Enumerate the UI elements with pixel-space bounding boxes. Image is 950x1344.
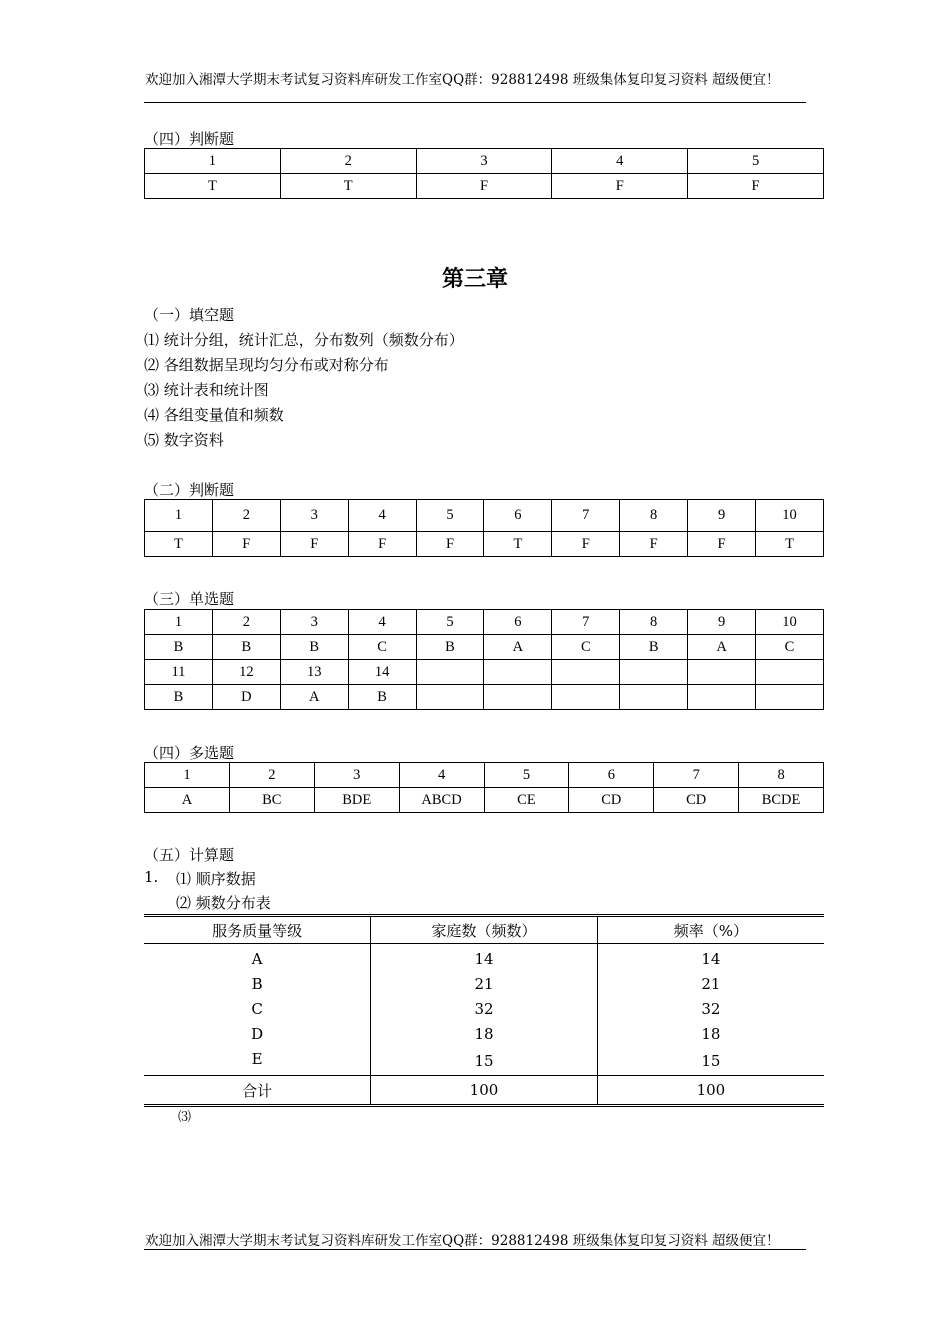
prev-section-title: （四）判断题 bbox=[144, 130, 235, 148]
table-row bbox=[144, 1046, 824, 1076]
prev-answers-table bbox=[144, 148, 824, 199]
table-row bbox=[145, 763, 824, 788]
table-cell: BDE bbox=[314, 788, 399, 813]
table-cell: A bbox=[688, 635, 756, 660]
table-cell: 18 bbox=[371, 1021, 598, 1046]
table-cell: F bbox=[348, 532, 416, 557]
table-cell: A bbox=[145, 788, 230, 813]
fill-blank-item: ⑴ 统计分组，统计汇总，分布数列（频数分布） bbox=[144, 331, 464, 349]
table-cell: 2 bbox=[229, 763, 314, 788]
true-false-title: （二）判断题 bbox=[144, 481, 235, 499]
header-rule bbox=[144, 102, 806, 103]
table-cell: 8 bbox=[739, 763, 824, 788]
table-cell: 14 bbox=[348, 660, 416, 685]
table-cell bbox=[756, 660, 824, 685]
fill-blank-title: （一）填空题 bbox=[144, 306, 235, 324]
table-row bbox=[145, 788, 824, 813]
table-cell: T bbox=[145, 532, 213, 557]
table-cell: A bbox=[484, 635, 552, 660]
frequency-table bbox=[144, 914, 824, 1107]
question-part: ⑶ bbox=[178, 1110, 192, 1125]
table-cell: B bbox=[212, 635, 280, 660]
table-cell: 1 bbox=[145, 500, 213, 532]
table-cell: 15 bbox=[371, 1046, 598, 1076]
table-cell: 合计 bbox=[144, 1076, 371, 1106]
table-cell: 32 bbox=[371, 996, 598, 1021]
table-cell: 21 bbox=[597, 971, 824, 996]
table-cell bbox=[552, 685, 620, 710]
multi-choice-table bbox=[144, 762, 824, 813]
table-cell: 14 bbox=[371, 944, 598, 972]
table-cell: CD bbox=[654, 788, 739, 813]
table-cell: 32 bbox=[597, 996, 824, 1021]
table-cell: F bbox=[280, 532, 348, 557]
table-cell: 8 bbox=[620, 610, 688, 635]
table-cell: 10 bbox=[756, 610, 824, 635]
table-cell: T bbox=[484, 532, 552, 557]
table-row bbox=[145, 610, 824, 635]
fill-blank-item: ⑷ 各组变量值和频数 bbox=[144, 406, 284, 424]
chapter-title: 第三章 bbox=[441, 266, 508, 292]
calculation-title: （五）计算题 bbox=[144, 846, 235, 864]
table-cell bbox=[756, 685, 824, 710]
table-cell: 1 bbox=[145, 149, 281, 174]
table-cell: F bbox=[688, 174, 824, 199]
table-cell bbox=[552, 660, 620, 685]
table-row bbox=[145, 149, 824, 174]
table-cell: 100 bbox=[371, 1076, 598, 1106]
table-cell: F bbox=[552, 532, 620, 557]
table-cell: 1 bbox=[145, 763, 230, 788]
table-cell bbox=[416, 660, 484, 685]
table-header-cell: 家庭数（频数） bbox=[371, 916, 598, 944]
table-cell: CD bbox=[569, 788, 654, 813]
question-part: ⑵ 频数分布表 bbox=[176, 894, 271, 912]
table-cell: BC bbox=[229, 788, 314, 813]
table-cell bbox=[620, 660, 688, 685]
table-row bbox=[145, 635, 824, 660]
table-cell: T bbox=[280, 174, 416, 199]
table-cell bbox=[688, 685, 756, 710]
table-cell: 4 bbox=[399, 763, 484, 788]
table-cell: 18 bbox=[597, 1021, 824, 1046]
table-cell: 3 bbox=[280, 610, 348, 635]
fill-blank-item: ⑵ 各组数据呈现均匀分布或对称分布 bbox=[144, 356, 389, 374]
table-cell: 6 bbox=[484, 610, 552, 635]
table-cell: 6 bbox=[569, 763, 654, 788]
table-cell bbox=[688, 660, 756, 685]
table-cell: 5 bbox=[416, 500, 484, 532]
table-cell: E bbox=[251, 1049, 263, 1068]
table-cell: F bbox=[416, 532, 484, 557]
single-choice-table bbox=[144, 609, 824, 710]
table-cell: 12 bbox=[212, 660, 280, 685]
fill-blank-item: ⑸ 数字资料 bbox=[144, 431, 224, 449]
table-cell: CE bbox=[484, 788, 569, 813]
table-cell: C bbox=[552, 635, 620, 660]
table-cell: 4 bbox=[348, 500, 416, 532]
table-cell: C bbox=[348, 635, 416, 660]
table-header-row bbox=[144, 916, 824, 944]
table-cell: F bbox=[552, 174, 688, 199]
table-cell: T bbox=[145, 174, 281, 199]
table-cell: B bbox=[145, 685, 213, 710]
footer-rule bbox=[144, 1249, 806, 1250]
table-cell: 5 bbox=[484, 763, 569, 788]
table-cell: 1 bbox=[145, 610, 213, 635]
table-cell: B bbox=[280, 635, 348, 660]
table-row bbox=[144, 944, 824, 972]
table-cell: B bbox=[145, 635, 213, 660]
table-cell: 15 bbox=[597, 1046, 824, 1076]
table-cell: 100 bbox=[597, 1076, 824, 1106]
table-cell: 5 bbox=[688, 149, 824, 174]
table-row bbox=[144, 971, 824, 996]
table-row bbox=[145, 660, 824, 685]
table-cell: F bbox=[688, 532, 756, 557]
multi-choice-title: （四）多选题 bbox=[144, 744, 235, 762]
table-cell: F bbox=[212, 532, 280, 557]
table-cell: D bbox=[212, 685, 280, 710]
table-cell: 21 bbox=[371, 971, 598, 996]
table-cell: F bbox=[620, 532, 688, 557]
table-cell: ABCD bbox=[399, 788, 484, 813]
question-number: 1. bbox=[144, 868, 159, 886]
table-cell: 7 bbox=[552, 500, 620, 532]
table-cell: 2 bbox=[212, 610, 280, 635]
table-cell bbox=[484, 685, 552, 710]
table-cell: 5 bbox=[416, 610, 484, 635]
table-cell: 14 bbox=[597, 944, 824, 972]
table-header-cell: 频率（%） bbox=[597, 916, 824, 944]
table-cell: 2 bbox=[212, 500, 280, 532]
table-cell: B bbox=[251, 974, 263, 993]
page-footer-text: 欢迎加入湘潭大学期末考试复习资料库研发工作室QQ群：928812498 班级集体复印复习资料 超级便宜！ bbox=[145, 1233, 780, 1249]
table-cell: 7 bbox=[654, 763, 739, 788]
page-header-text: 欢迎加入湘潭大学期末考试复习资料库研发工作室QQ群：928812498 班级集体复印复习资料 超级便宜！ bbox=[145, 72, 780, 88]
table-cell: 8 bbox=[620, 500, 688, 532]
table-cell: 10 bbox=[756, 500, 824, 532]
table-cell: 9 bbox=[688, 500, 756, 532]
table-cell: F bbox=[416, 174, 552, 199]
table-cell: A bbox=[251, 949, 263, 968]
table-cell: 3 bbox=[416, 149, 552, 174]
table-cell: B bbox=[620, 635, 688, 660]
table-row bbox=[144, 996, 824, 1021]
table-cell: D bbox=[251, 1024, 264, 1043]
table-cell: BCDE bbox=[739, 788, 824, 813]
single-choice-title: （三）单选题 bbox=[144, 590, 235, 608]
table-row bbox=[145, 500, 824, 532]
table-cell: 7 bbox=[552, 610, 620, 635]
table-row bbox=[145, 532, 824, 557]
table-total-row bbox=[144, 1076, 824, 1106]
table-cell: C bbox=[251, 999, 263, 1018]
table-cell: 6 bbox=[484, 500, 552, 532]
table-cell: 9 bbox=[688, 610, 756, 635]
table-cell: T bbox=[756, 532, 824, 557]
table-cell: 3 bbox=[314, 763, 399, 788]
table-cell: 11 bbox=[145, 660, 213, 685]
table-header-cell: 服务质量等级 bbox=[144, 916, 371, 944]
table-cell: A bbox=[280, 685, 348, 710]
true-false-table bbox=[144, 499, 824, 557]
table-cell: B bbox=[416, 635, 484, 660]
table-cell: C bbox=[756, 635, 824, 660]
table-cell: 4 bbox=[348, 610, 416, 635]
fill-blank-item: ⑶ 统计表和统计图 bbox=[144, 381, 269, 399]
table-row bbox=[145, 685, 824, 710]
table-row bbox=[144, 1021, 824, 1046]
table-cell: 2 bbox=[280, 149, 416, 174]
table-cell: 13 bbox=[280, 660, 348, 685]
table-cell: B bbox=[348, 685, 416, 710]
table-cell bbox=[620, 685, 688, 710]
table-cell: 4 bbox=[552, 149, 688, 174]
question-part: ⑴ 顺序数据 bbox=[176, 870, 256, 888]
table-cell: 3 bbox=[280, 500, 348, 532]
table-cell bbox=[484, 660, 552, 685]
table-row bbox=[145, 174, 824, 199]
table-cell bbox=[416, 685, 484, 710]
